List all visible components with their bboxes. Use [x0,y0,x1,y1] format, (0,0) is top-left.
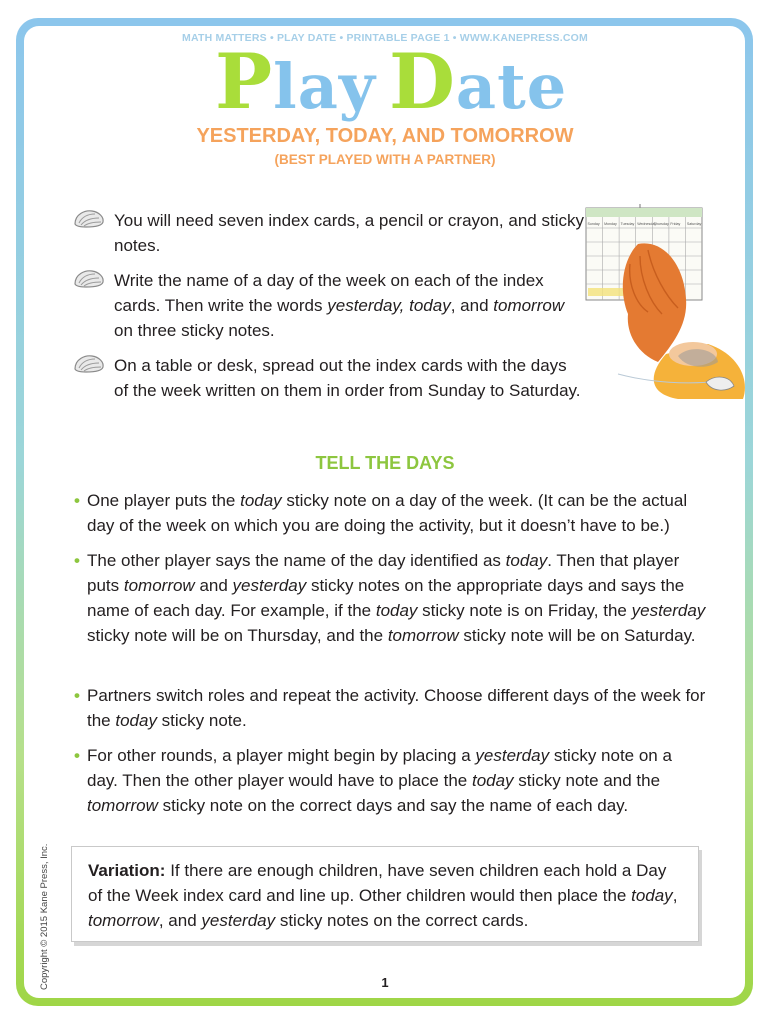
calendar-day-label: Thursday [653,222,669,226]
page-title [0,48,770,126]
bullet-text: Partners switch roles and repeat the activity. Choose different days of the week for the today sticky note. [87,686,706,730]
seashell-icon [72,353,106,375]
seashell-icon [72,208,106,230]
title-letter-d: D [389,48,456,126]
bullet-dot: • [74,686,80,705]
bullet-text: The other player says the name of the day identified as today. Then that player puts tomorrow and yesterday sticky notes on the appropriate days and says the name of each day. For example, if the today sticky note is on Friday, the yesterday sticky note will be on Thursday, and the tomorrow sticky note will be on Saturday. [87,551,706,645]
title-word-date [389,48,567,126]
variation-label: Variation: [88,861,166,880]
calendar-day-label: Sunday [587,222,600,226]
calendar-day-label: Tuesday [620,222,635,226]
seashell-icon [72,268,106,290]
section-heading: TELL THE DAYS [315,453,455,473]
page-number: 1 [381,975,389,990]
variation-text [88,858,682,933]
calendar-day-label: Monday [604,222,617,226]
subtitle-note: (BEST PLAYED WITH A PARTNER) [274,152,496,167]
intro-text: On a table or desk, spread out the index cards with the days of the week written on them in order from Sunday to Saturday. [114,356,581,400]
title-graphic [195,48,575,126]
calendar-day-label: Friday [670,222,681,226]
bullet-text: One player puts the today sticky note on a day of the week. (It can be the actual day of the week on which you are doing the activity, but it doesn’t have to be.) [87,491,688,535]
title-letters-lay: lay [273,50,376,123]
bullet-dot: • [74,491,80,510]
copyright: Copyright © 2015 Kane Press, Inc. [39,843,50,990]
title-letters-ate: ate [455,50,568,123]
calendar-day-label: Saturday [686,222,702,226]
calendar-day-label: Wednesday [637,222,657,226]
girl-calendar-illustration [578,204,758,404]
subtitle: YESTERDAY, TODAY, AND TOMORROW [196,125,574,147]
bullet-dot: • [74,551,80,570]
header-line: MATH MATTERS • PLAY DATE • PRINTABLE PAGE 1 • WWW.KANEPRESS.COM [182,32,588,44]
title-letter-p: P [215,48,274,126]
intro-text: Write the name of a day of the week on each of the index cards. Then write the words yesterday, today, and tomorrow on three sticky notes. [114,271,565,340]
variation-body: If there are enough children, have seven children each hold a Day of the Week index card and line up. Other children would then place the today, tomorrow, and yesterday sticky notes on the correct cards. [88,861,678,930]
variation-box [71,846,699,942]
bullet-dot: • [74,746,80,765]
title-word-play [215,48,377,126]
intro-text: You will need seven index cards, a pencil or crayon, and sticky notes. [114,211,584,255]
bullet-text: For other rounds, a player might begin by placing a yesterday sticky note on a day. Then the other player would have to place the today sticky note and the tomorrow sticky note on the correct days and say the name of each day. [87,746,672,815]
